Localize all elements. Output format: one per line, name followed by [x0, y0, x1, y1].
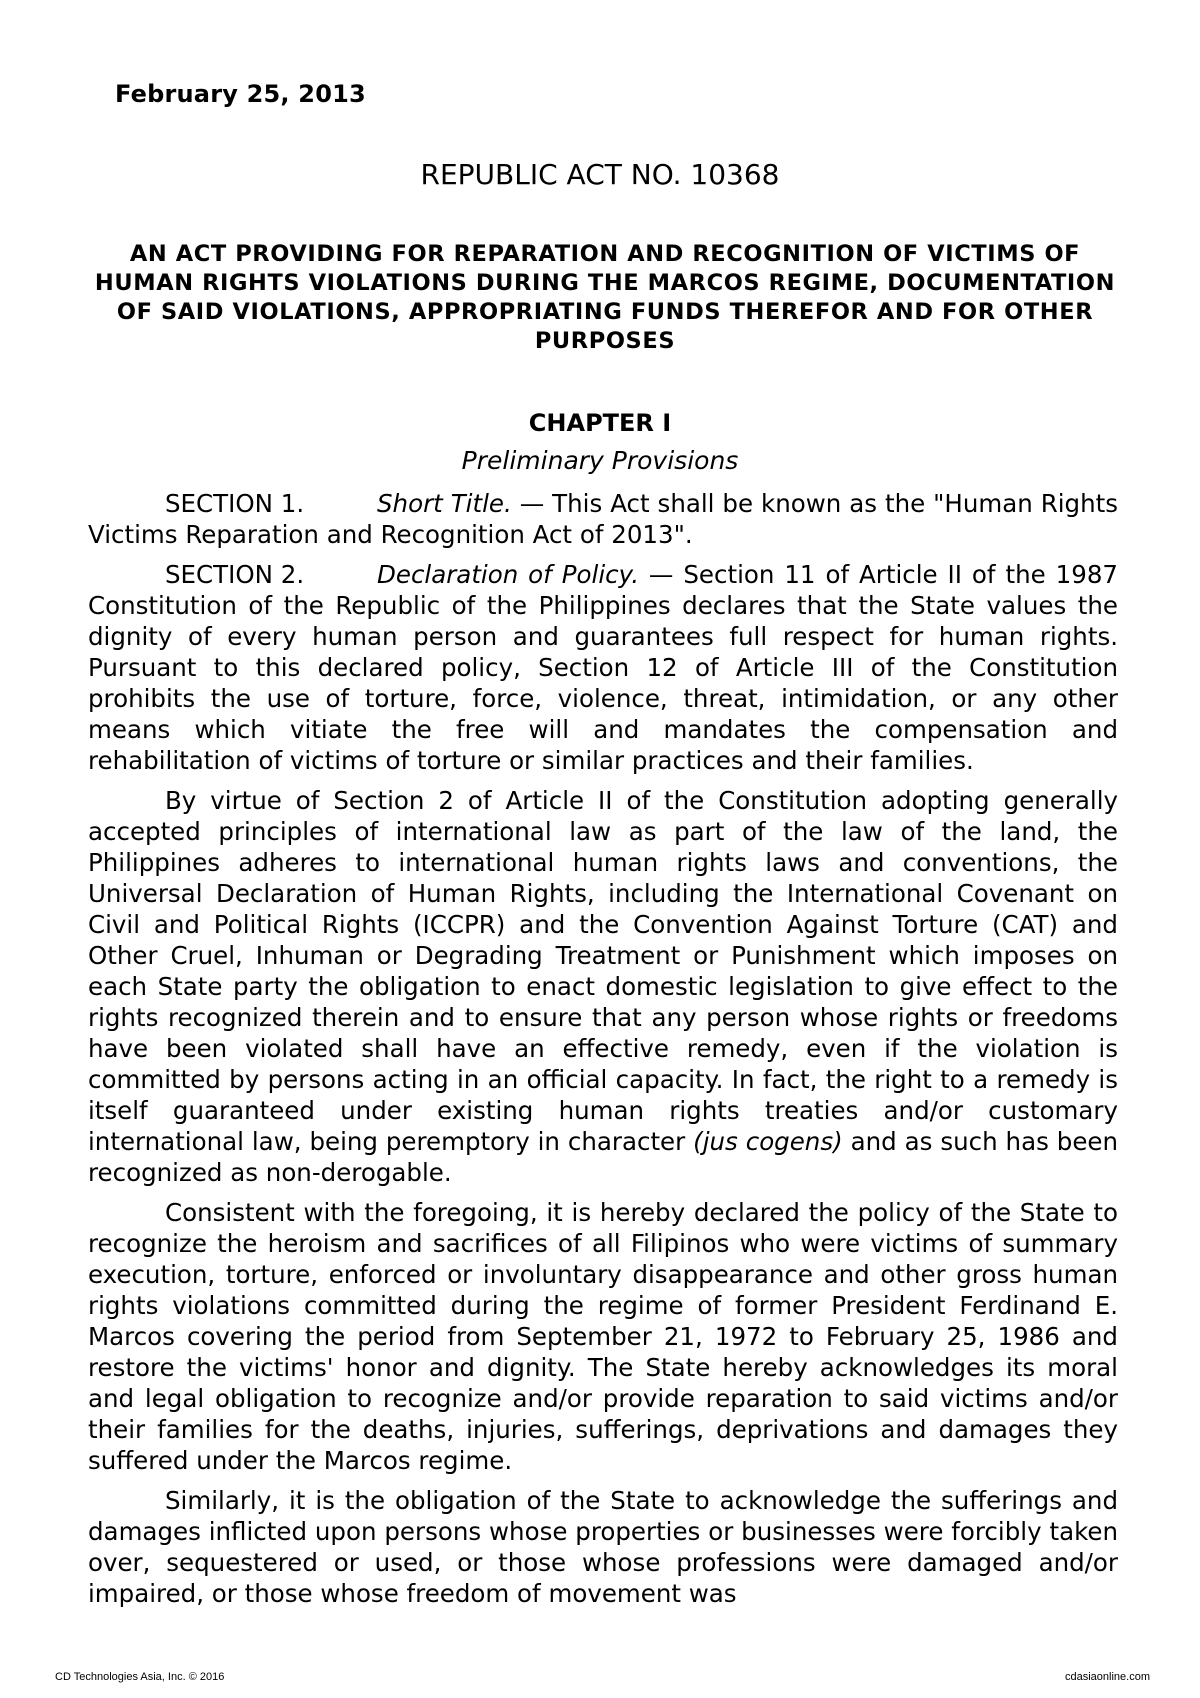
- paragraph-obligation: Similarly, it is the obligation of the State to acknowledge the sufferings and damages inflicted upon persons whose properties or businesses were forcibly taken over, sequestered or used, or those whose professions were damaged and/or impaired, or those whose freedom of movement was: [88, 1486, 1118, 1608]
- act-title: AN ACT PROVIDING FOR REPARATION AND RECOGNITION OF VICTIMS OF HUMAN RIGHTS VIOLATIONS DURING THE MARCOS REGIME, DOCUMENTATION OF SAID VIOLATIONS, APPROPRIATING FUNDS THEREFOR AND FOR OTHER PURPOSES: [94, 241, 1116, 354]
- paragraph-policy: Consistent with the foregoing, it is hereby declared the policy of the State to recognize the heroism and sacrifices of all Filipinos who were victims of summary execution, torture, enforced or involuntary disappearance and other gross human rights violations committed during the regime of former President Ferdinand E. Marcos covering the period from September 21, 1972 to February 25, 1986 and restore the victims' honor and dignity. The State hereby acknowledges its moral and legal obligation to recognize and/or provide reparation to said victims and/or their families for the deaths, injuries, sufferings, deprivations and damages they suffered under the Marcos regime.: [88, 1198, 1118, 1475]
- section-2-text: — Section 11 of Article II of the 1987 Constitution of the Republic of the Philippines declares that the State values the dignity of every human person and guarantees full respect for human rights. Pursuant to this declared policy, Section 12 of Article III of the Constitution prohibits the use of torture, force, violence, threat, intimidation, or any other means which vitiate the free will and mandates the compensation and rehabilitation of victims of torture or similar practices and their families.: [88, 560, 1118, 775]
- footer-copyright: CD Technologies Asia, Inc. © 2016: [55, 1671, 225, 1683]
- document-body: [88, 488, 1118, 1618]
- document-date: February 25, 2013: [115, 80, 366, 108]
- footer-website: cdasiaonline.com: [1065, 1671, 1150, 1683]
- paragraph-international-law: [88, 785, 1118, 1188]
- chapter-subheading: Preliminary Provisions: [461, 446, 739, 475]
- paragraph-international-law-end: and as such has been recognized as non-derogable.: [88, 1127, 1118, 1187]
- section-2-paragraph: [88, 559, 1118, 776]
- section-1-text: — This Act shall be known as the "Human Rights Victims Reparation and Recognition Act of 2013".: [88, 489, 1118, 549]
- paragraph-international-law-italic: (jus cogens): [693, 1127, 843, 1156]
- section-1-paragraph: [88, 488, 1118, 550]
- act-number: REPUBLIC ACT NO. 10368: [420, 158, 780, 191]
- paragraph-international-law-text: By virtue of Section 2 of Article II of the Constitution adopting generally accepted principles of international law as part of the law of the land, the Philippines adheres to international human rights laws and conventions, the Universal Declaration of Human Rights, including the International Covenant on Civil and Political Rights (ICCPR) and the Convention Against Torture (CAT) and Other Cruel, Inhuman or Degrading Treatment or Punishment which imposes on each State party the obligation to enact domestic legislation to give effect to the rights recognized therein and to ensure that any person whose rights or freedoms have been violated shall have an effective remedy, even if the violation is committed by persons acting in an official capacity. In fact, the right to a remedy is itself guaranteed under existing human rights treaties and/or customary international law, being peremptory in character: [88, 786, 1118, 1156]
- section-2-title: Declaration of Policy.: [377, 560, 639, 589]
- chapter-heading: CHAPTER I: [528, 409, 672, 437]
- section-1-title: Short Title.: [377, 489, 512, 518]
- section-2-label: SECTION 2.: [165, 560, 305, 589]
- section-1-label: SECTION 1.: [165, 489, 305, 518]
